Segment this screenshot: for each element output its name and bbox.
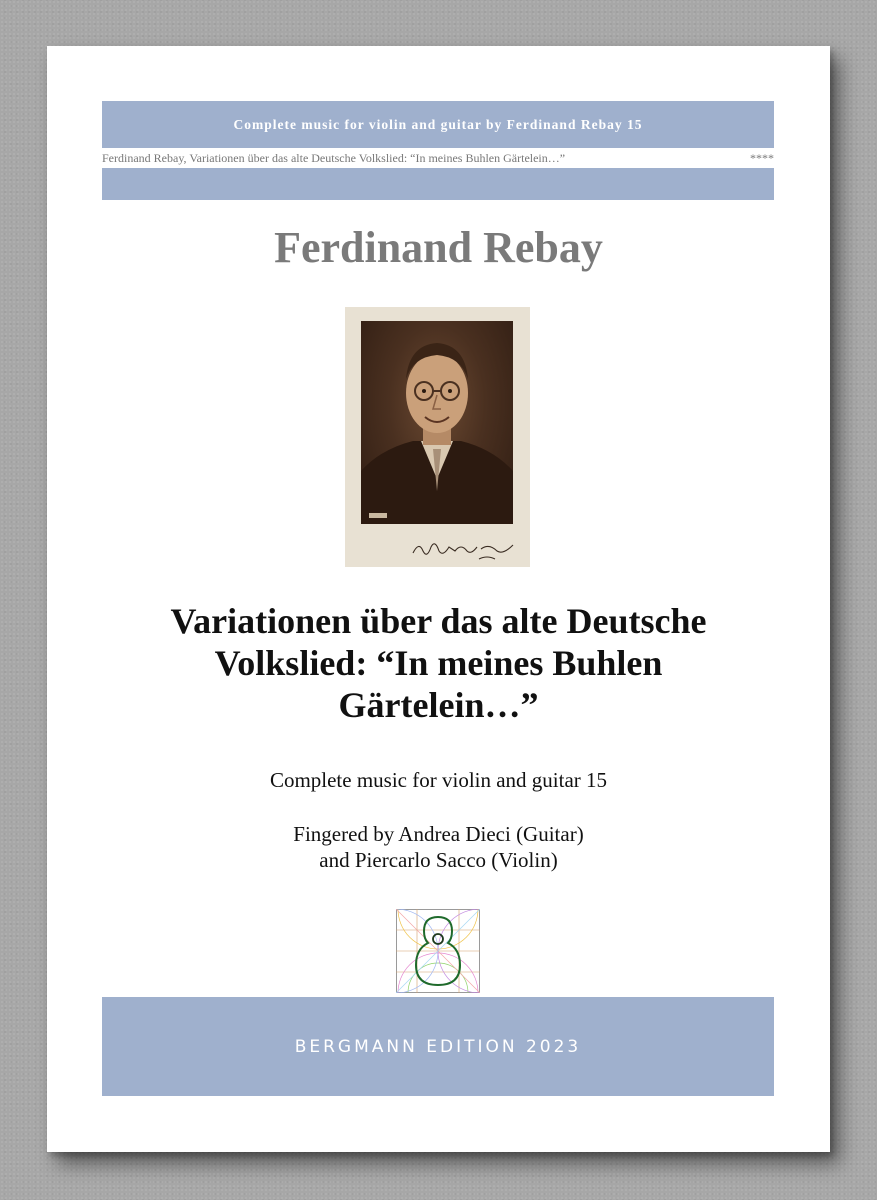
guitar-logo-icon — [396, 909, 480, 993]
composer-name: Ferdinand Rebay — [274, 223, 603, 272]
series-header-band — [102, 101, 774, 148]
work-title-line-1: Variationen über das alte Deutsche — [170, 601, 707, 641]
work-title-line-2: Volkslied: “In meines Buhlen — [214, 643, 663, 683]
credits-line-2: and Piercarlo Sacco (Violin) — [319, 848, 558, 872]
running-title — [102, 150, 774, 166]
fingering-credits — [47, 821, 830, 873]
portrait-photo — [345, 307, 530, 567]
portrait-photo-icon — [361, 321, 513, 524]
running-title-text: Ferdinand Rebay, Variationen über das alte Deutsche Volkslied: “In meines Buhlen Gärtelein…” — [102, 151, 566, 165]
publisher-text: BERGMANN EDITION 2023 — [294, 1036, 582, 1057]
series-header-text: Complete music for violin and guitar by Ferdinand Rebay 15 — [233, 116, 643, 132]
series-subtitle: Complete music for violin and guitar 15 — [269, 768, 608, 792]
signature-icon — [409, 533, 519, 563]
work-title — [107, 600, 770, 726]
work-title-line-3: Gärtelein…” — [338, 685, 539, 725]
header-divider-band — [102, 168, 774, 200]
publisher-band — [102, 997, 774, 1096]
book-cover — [47, 46, 830, 1152]
credits-line-1: Fingered by Andrea Dieci (Guitar) — [293, 822, 584, 846]
rating-stars: **** — [750, 151, 774, 165]
